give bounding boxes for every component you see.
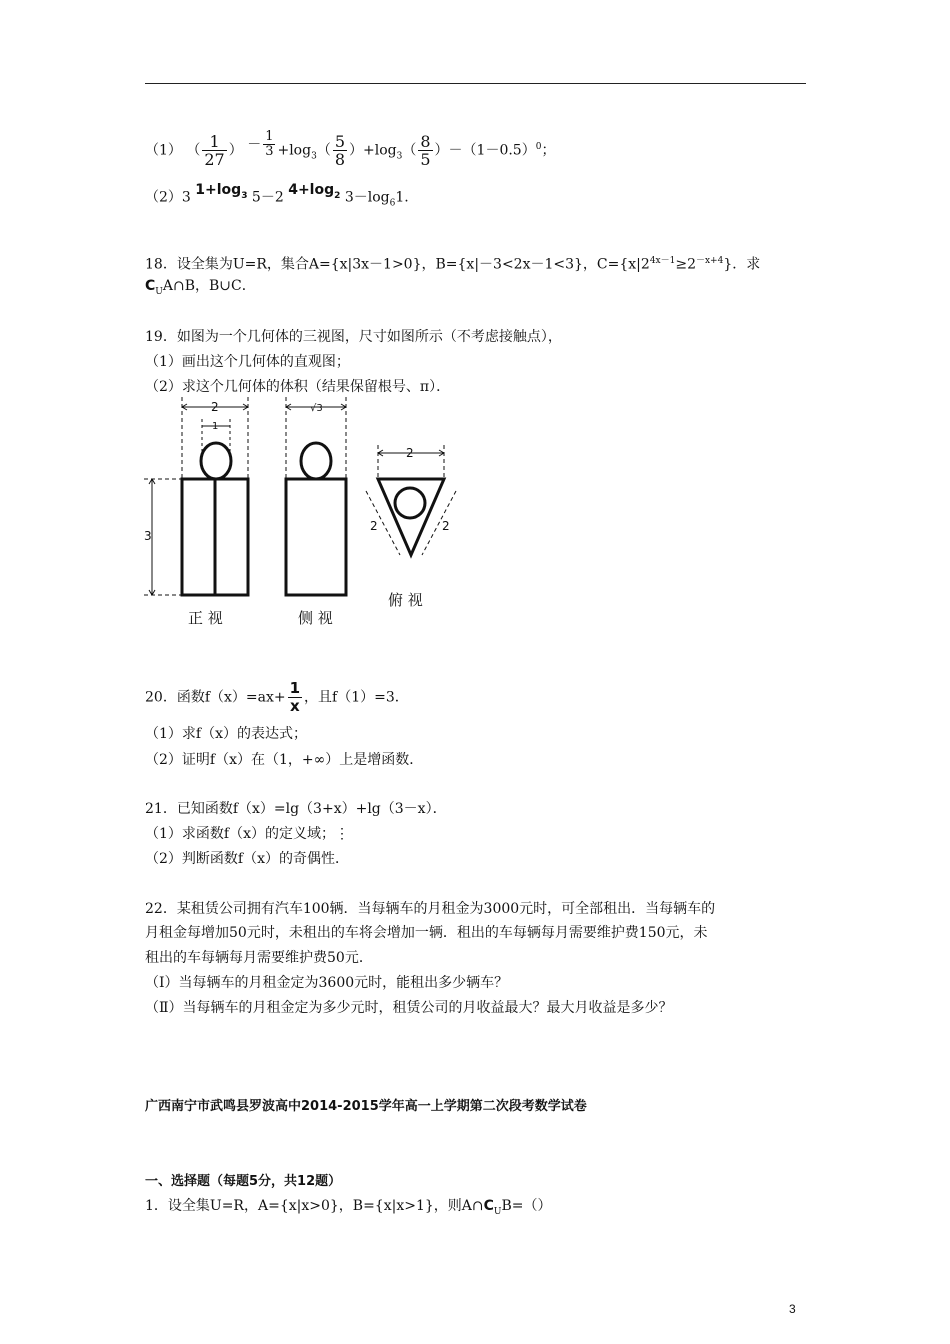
- problem-19-part-1: （1）画出这个几何体的直观图；: [145, 354, 350, 370]
- fraction-1-over-x: $\frac{1}{x}$: [289, 679, 301, 715]
- problem-17-part-1: （1） （ $\frac{1}{27}$ ） － $\frac{1}{3}$ $+\log_3$（ $\frac{5}{8}$ ）$+\log_3$（ $\frac{8}{5}$ ）$-(1-0.5)^0$；: [145, 129, 556, 169]
- problem-22-line-3: 租出的车每辆每月需要维护费50元．: [145, 950, 373, 966]
- problem-21-part-2: （2）判断函数f（x）的奇偶性．: [145, 851, 349, 867]
- top-view: [366, 445, 456, 609]
- problem-22-line-2: 月租金每增加50元时，未租出的车将会增加一辆．租出的车每辆每月需要维护费150元，未: [145, 925, 708, 941]
- problem-20-part-2: （2）证明f（x）在（1，+∞）上是增函数．: [145, 752, 424, 768]
- front-inner-label: 1: [212, 421, 219, 432]
- problem-22-line-1: 22．某租赁公司拥有汽车100辆．当每辆车的月租金为3000元时，可全部租出．当每辆车的: [145, 901, 716, 917]
- problem-20-stem: 20．函数f（x）=ax+ $\frac{1}{x}$ ，且f（1）=3．: [145, 679, 409, 715]
- section-heading: 一、选择题（每题5分，共12题）: [145, 1174, 342, 1189]
- header-rule: [145, 83, 806, 84]
- height-label: 3: [144, 529, 152, 543]
- problem-21-part-1: （1）求函数f（x）的定义域；⋮: [145, 826, 349, 842]
- side-width-label: √3: [310, 403, 323, 414]
- problem-19-stem: 19．如图为一个几何体的三视图，尺寸如图所示（不考虑接触点），: [145, 329, 562, 345]
- top-right-label: 2: [442, 519, 450, 533]
- fraction-5-8: $\frac{5}{8}$: [334, 132, 345, 169]
- three-view-figure: [140, 395, 480, 635]
- front-view: [144, 397, 248, 627]
- question-1: 1．设全集U=R，A={x|x>0}，B={x|x>1}，则$A\cap C_UB=()$: [145, 1198, 552, 1217]
- problem-21-stem: 21．已知函数f（x）=lg（3+x）+lg（3－x）．: [145, 801, 447, 817]
- answer-section-title: 广西南宁市武鸣县罗波高中2014-2015学年高一上学期第二次段考数学试卷: [145, 1099, 587, 1114]
- problem-22-part-2: （Ⅱ）当每辆车的月租金定为多少元时，租赁公司的月收益最大？最大月收益是多少？: [145, 1000, 673, 1016]
- problem-19-part-2: （2）求这个几何体的体积（结果保留根号、π）．: [145, 379, 451, 395]
- problem-20-part-1: （1）求f（x）的表达式；: [145, 726, 307, 742]
- problem-17-part-2: （2）3 $^{1+log_3}$ 5－2 $^{4+log_2}$ $3-\log_61$.: [145, 182, 409, 209]
- top-view-label: 俯 视: [388, 591, 423, 609]
- fraction-1-27: $\frac{1}{27}$: [204, 132, 225, 169]
- side-view: [286, 397, 346, 627]
- fraction-8-5: $\frac{8}{5}$: [420, 132, 431, 169]
- page-number: 3: [789, 1302, 796, 1316]
- top-width-label: 2: [406, 446, 414, 460]
- front-view-label: 正 视: [188, 609, 223, 627]
- problem-18-line-2: $C_UA\cap B$，B∪C．: [145, 278, 256, 297]
- top-left-label: 2: [370, 519, 378, 533]
- problem-18-line-1: 18．设全集为U=R，集合A={x|3x－1>0}，B={x|－3<2x－1<3}，$C=\{x|2^{4x-1}\ge 2^{-x+4}\}$．求: [145, 256, 761, 273]
- side-view-label: 侧 视: [298, 609, 333, 627]
- exponent-fraction: $\frac{1}{3}$: [265, 129, 274, 159]
- problem-22-part-1: （Ⅰ）当每辆车的月租金定为3600元时，能租出多少辆车？: [145, 975, 509, 991]
- front-width-label: 2: [211, 400, 219, 414]
